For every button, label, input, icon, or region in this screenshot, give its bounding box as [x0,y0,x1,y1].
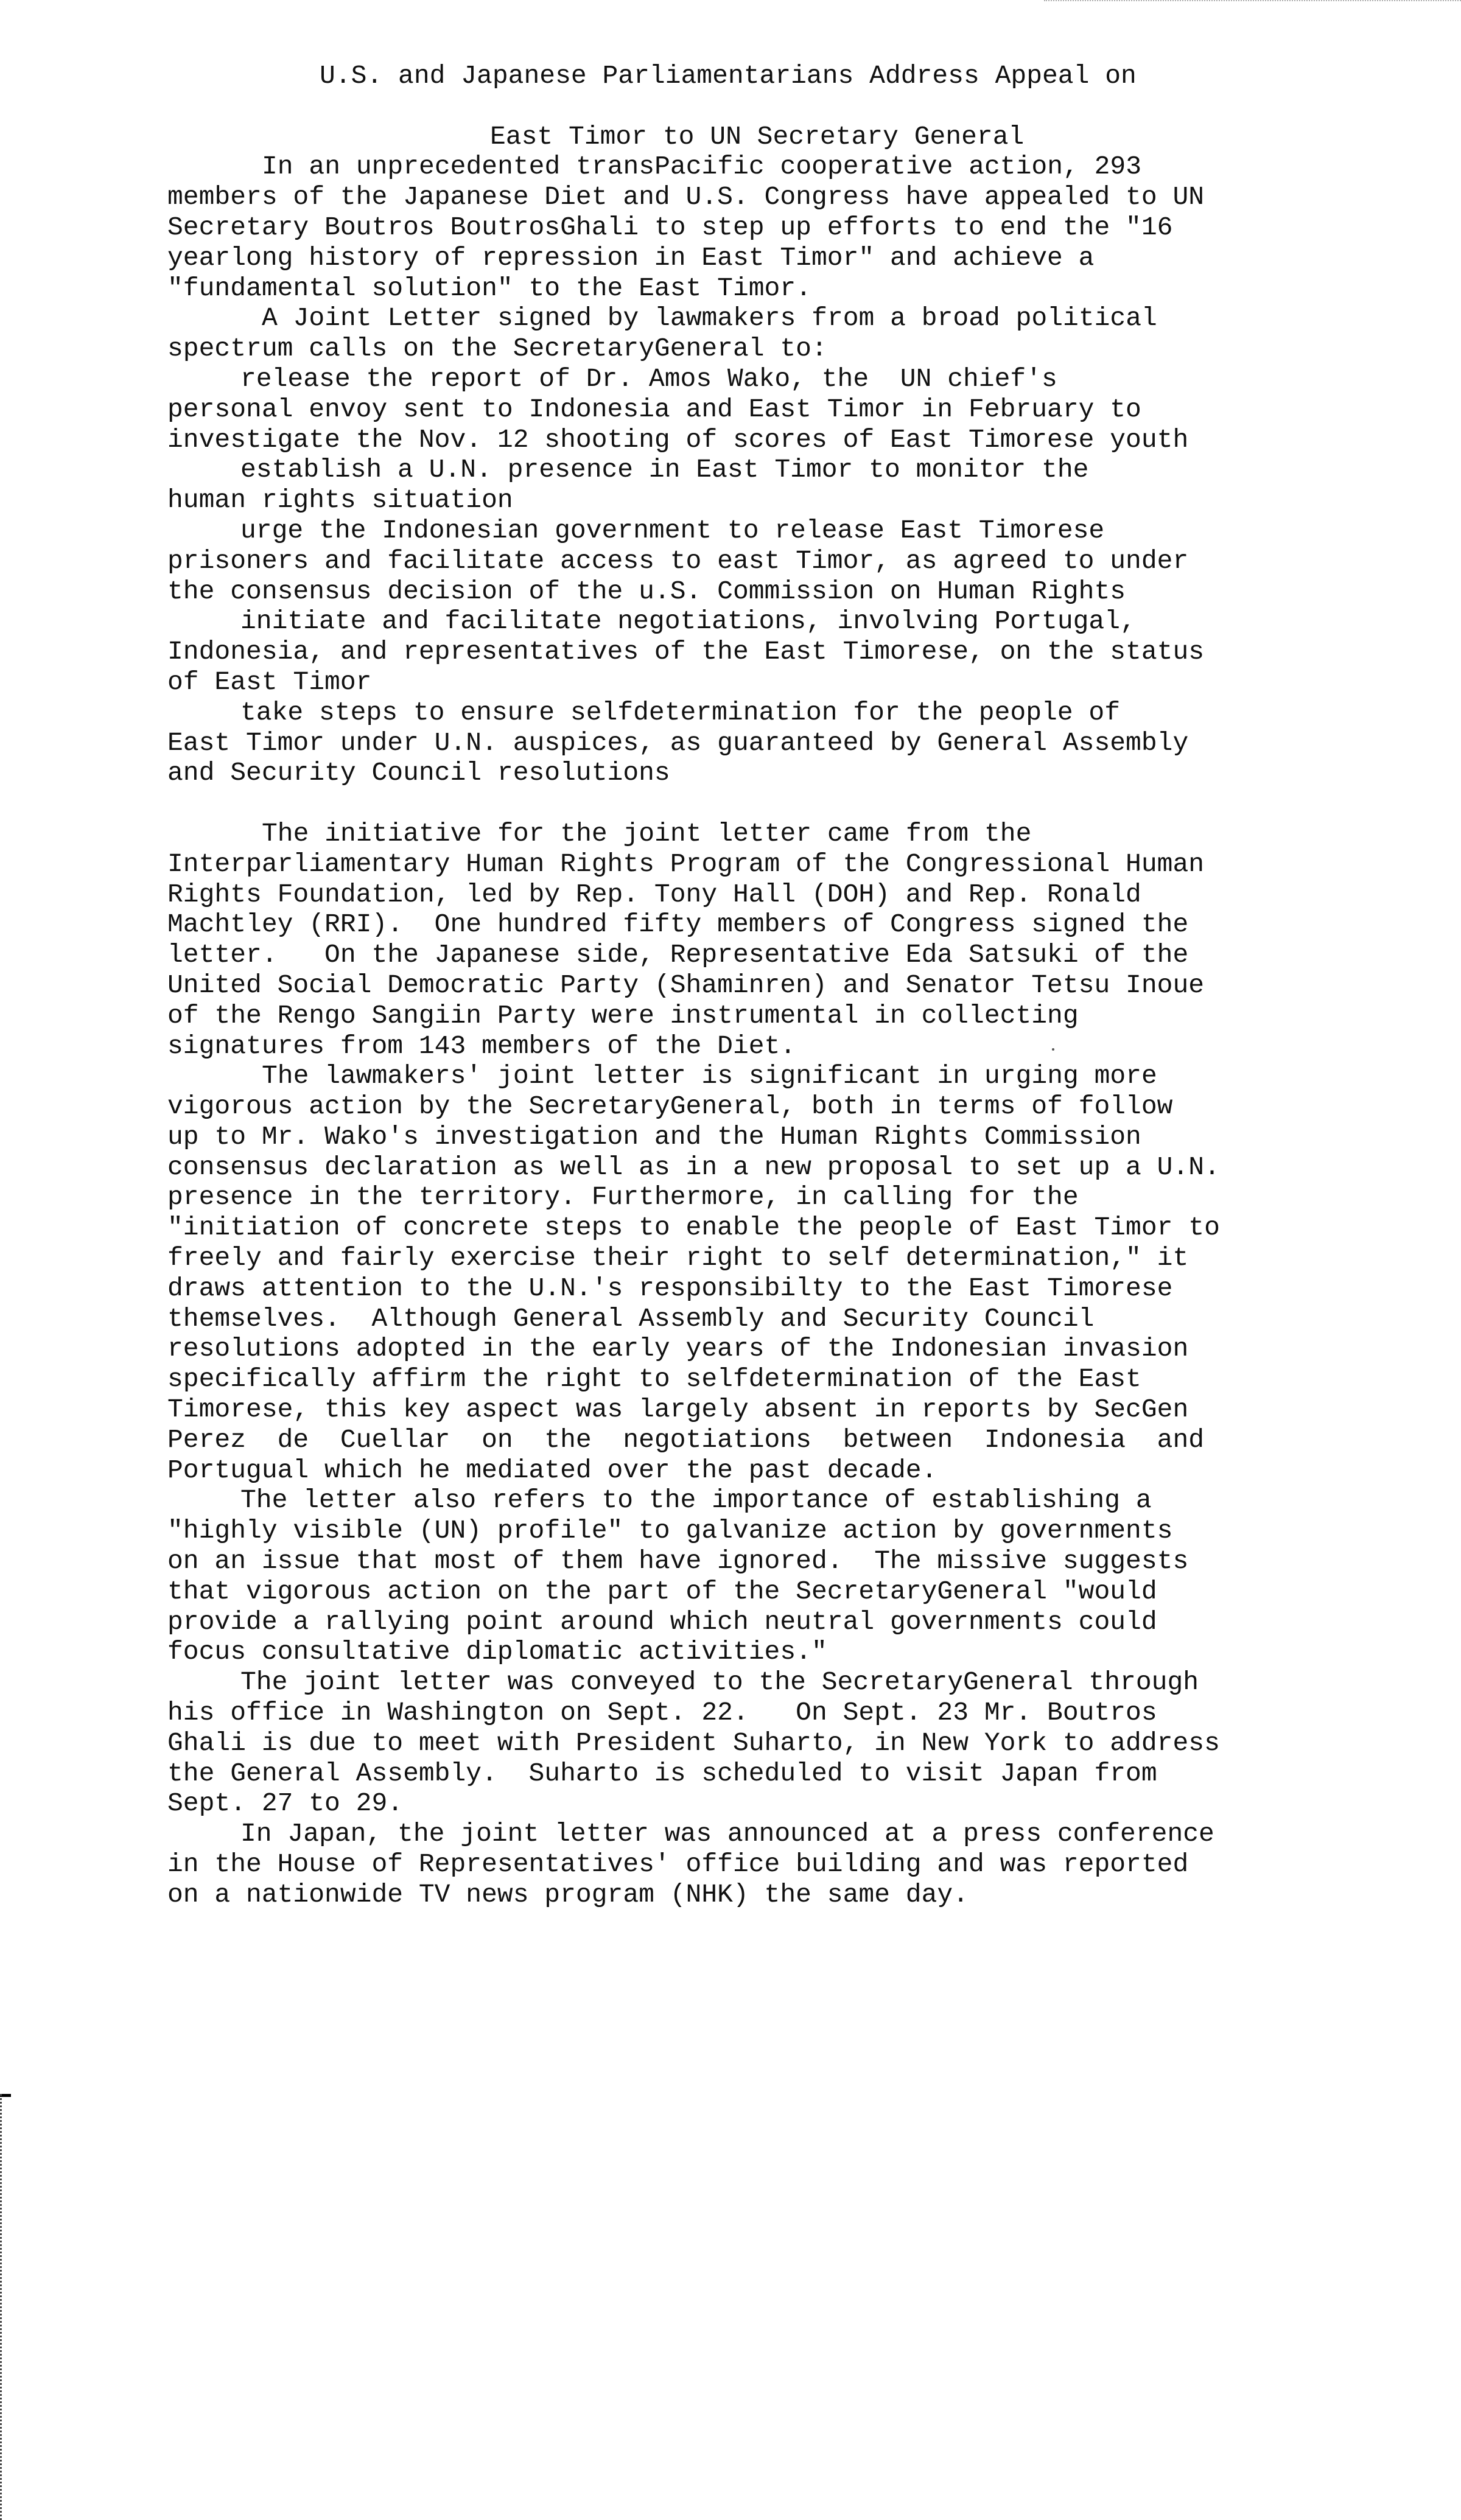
text-line: draws attention to the U.N.'s responsibilty to the East Timorese [167,1273,1173,1303]
title-line-1: U.S. and Japanese Parliamentarians Address Appeal on [320,61,1137,91]
text-line: A Joint Letter signed by lawmakers from a broad political [262,303,1157,334]
text-line: up to Mr. Wako's investigation and the Human Rights Commission [167,1121,1141,1152]
text-line: the consensus decision of the u.S. Commission on Human Rights [167,576,1126,606]
text-line: Interparliamentary Human Rights Program of the Congressional Human [167,849,1205,879]
text-line: his office in Washington on Sept. 22. On Sept. 23 Mr. Boutros [167,1698,1157,1728]
text-line: Portugual which he mediated over the past decade. [167,1455,937,1485]
text-line: in the House of Representatives' office building and was reported [167,1849,1189,1880]
text-line: take steps to ensure selfdetermination for the people of [240,697,1121,727]
text-line: focus consultative diplomatic activities." [167,1637,827,1667]
text-line: personal envoy sent to Indonesia and East Timor in February to [167,394,1141,424]
text-line: East Timor under U.N. auspices, as guaranteed by General Assembly [167,727,1189,758]
text-line: resolutions adopted in the early years of the Indonesian invasion [167,1334,1189,1364]
text-line: Sept. 27 to 29. [167,1788,404,1819]
text-line: Rights Foundation, led by Rep. Tony Hall (DOH) and Rep. Ronald [167,879,1141,909]
text-line: of the Rengo Sangiin Party were instrumental in collecting [167,1000,1079,1031]
text-line: signatures from 143 members of the Diet. [167,1031,796,1061]
text-line: prisoners and facilitate access to east Timor, as agreed to under [167,545,1189,576]
text-line: release the report of Dr. Amos Wako, the UN chief's [240,363,1057,394]
text-line: on an issue that most of them have ignored. The missive suggests [167,1546,1189,1577]
scan-margin-rule [0,2094,4,2520]
text-line: In Japan, the joint letter was announced at a press conference [240,1819,1214,1849]
text-line: establish a U.N. presence in East Timor to monitor the [240,455,1089,485]
text-line: Perez de Cuellar on the negotiations between Indonesia and [167,1424,1205,1455]
scan-edge-line [1044,0,1461,2]
scan-speck [1052,1048,1054,1051]
text-line: Ghali is due to meet with President Suharto, in New York to address [167,1727,1220,1758]
text-line: urge the Indonesian government to release East Timorese [240,515,1105,545]
text-line: members of the Japanese Diet and U.S. Congress have appealed to UN [167,182,1205,212]
text-line: yearlong history of repression in East Timor" and achieve a [167,242,1095,273]
document-body [167,61,1385,1910]
text-line: Indonesia, and representatives of the East Timorese, on the status [167,637,1205,667]
text-line: presence in the territory. Furthermore, in calling for the [167,1182,1079,1213]
text-line: In an unprecedented transPacific cooperative action, 293 [262,152,1142,182]
text-line: The lawmakers' joint letter is significant in urging more [262,1061,1157,1091]
text-line: The letter also refers to the importance of establishing a [240,1485,1152,1516]
text-line: specifically affirm the right to selfdetermination of the East [167,1364,1141,1395]
text-line: letter. On the Japanese side, Representative Eda Satsuki of the [167,940,1189,970]
text-line: human rights situation [167,485,513,516]
text-line: provide a rallying point around which neutral governments could [167,1606,1157,1637]
text-line: of East Timor [167,667,372,697]
blank-line [167,91,1385,122]
scan-margin-mark [0,2094,12,2520]
text-line: that vigorous action on the part of the SecretaryGeneral "would [167,1576,1157,1606]
text-line: and Security Council resolutions [167,758,670,788]
text-line: "fundamental solution" to the East Timor. [167,273,811,303]
text-line: "highly visible (UN) profile" to galvanize action by governments [167,1516,1173,1546]
text-line: Timorese, this key aspect was largely absent in reports by SecGen [167,1395,1189,1425]
text-line: Machtley (RRI). One hundred fifty members of Congress signed the [167,909,1189,940]
text-line: vigorous action by the SecretaryGeneral, both in terms of follow [167,1091,1173,1122]
text-line: initiate and facilitate negotiations, involving Portugal, [240,606,1136,637]
text-line: "initiation of concrete steps to enable the people of East Timor to [167,1213,1220,1243]
text-line: freely and fairly exercise their right to self determination," it [167,1243,1189,1273]
text-line: Secretary Boutros BoutrosGhali to step up efforts to end the "16 [167,212,1173,242]
text-line: investigate the Nov. 12 shooting of scores of East Timorese youth [167,424,1189,455]
text-line: themselves. Although General Assembly and Security Council [167,1303,1095,1334]
text-line: the General Assembly. Suharto is scheduled to visit Japan from [167,1758,1157,1788]
text-line: consensus declaration as well as in a new proposal to set up a U.N. [167,1152,1220,1182]
blank-line [167,788,1385,819]
title-line-2: East Timor to UN Secretary General [490,121,1025,152]
text-line: The joint letter was conveyed to the SecretaryGeneral through [240,1667,1199,1698]
text-line: The initiative for the joint letter came from the [262,818,1032,849]
text-line: on a nationwide TV news program (NHK) the same day. [167,1879,969,1909]
text-line: spectrum calls on the SecretaryGeneral to: [167,334,827,364]
text-line: United Social Democratic Party (Shaminren) and Senator Tetsu Inoue [167,970,1205,1000]
